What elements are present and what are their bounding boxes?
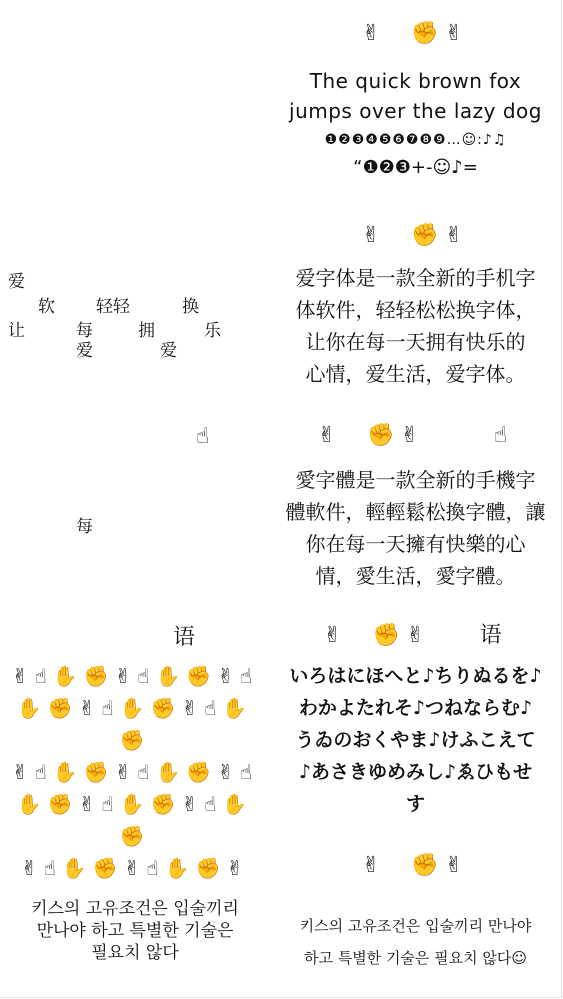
pointing-hand-icon: ☝ (493, 423, 514, 448)
sample-zht-line: 體軟件，輕輕鬆松換字體，讓 (285, 500, 546, 524)
section-traditional-left (0, 422, 270, 612)
section-title: 语 (479, 623, 508, 648)
section-japanese-left (0, 622, 270, 880)
victory-hand-icon: ✌ (323, 623, 348, 648)
section-japanese (0, 622, 561, 880)
sample-zht-line: 愛字體是一款全新的手機字 (295, 468, 536, 492)
section-simplified-right (270, 222, 561, 412)
scatter-char: 乐 (204, 321, 221, 341)
scatter-area (0, 222, 270, 412)
sample-ko-left-line: 필요치 않다 (91, 943, 179, 963)
glyph-row (270, 422, 561, 450)
victory-hand-icon: ✌ (361, 223, 387, 248)
sample-zht-line: 你在每一天擁有快樂的心 (305, 532, 526, 556)
glyph-row (270, 222, 561, 250)
section-simplified (0, 222, 561, 412)
sample-jp-line: す (405, 793, 425, 815)
glyph-row (270, 622, 561, 650)
sample-line-1: The quick brown fox (309, 69, 522, 93)
glyph-row (270, 20, 561, 48)
scatter-char: 拥 (138, 321, 155, 341)
hand-sign-row: ✌☝✋✊✌☝✋✊✌☝ (11, 664, 259, 688)
fist-victory-icon: ✊✌ (411, 223, 470, 248)
scatter-char: 轻轻 (96, 297, 130, 317)
sample-zh-line: 心情，爱生活，爱字体。 (305, 362, 526, 386)
section-english-right (270, 20, 561, 205)
section-english-left (0, 20, 270, 205)
section-traditional (0, 422, 561, 612)
section-korean (0, 852, 561, 992)
victory-hand-icon: ✌ (361, 853, 387, 878)
section-title: 语 (172, 625, 195, 650)
sample-ko-left-line: 만나야 하고 특별한 기술은 (36, 921, 234, 941)
scatter-char: 每 (76, 321, 93, 341)
hand-sign-row: ✌☝✋✊✌☝✋✊✌ (20, 856, 250, 880)
section-japanese-right (270, 622, 561, 837)
fist-victory-icon: ✊✌ (372, 623, 431, 648)
victory-hand-icon: ✌ (317, 423, 343, 448)
scatter-char: 换 (182, 297, 199, 317)
sample-line-2: jumps over the lazy dog (289, 99, 542, 123)
sample-zh-line: 爱字体是一款全新的手机字 (295, 266, 536, 290)
sample-ko-right-line: 키스의 고유조건은 입술끼리 만나야 (299, 917, 532, 935)
sample-zh-line: 体软件，轻轻松松换字体， (295, 298, 536, 322)
section-english (0, 20, 561, 205)
scatter-char: 让 (8, 321, 25, 341)
scatter-char: 每 (76, 517, 93, 537)
hand-sign-row: ✋✊✌☝✋✊✌☝✋✊ (16, 792, 254, 848)
sample-zht-line: 情，愛生活，愛字體。 (315, 564, 516, 588)
fist-victory-icon: ✊✌ (411, 853, 470, 878)
scatter-char: 软 (38, 297, 55, 317)
glyph-row (270, 852, 561, 880)
sample-ko-left-line: 키스의 고유조건은 입술끼리 (31, 899, 239, 919)
sample-zh-line: 让你在每一天拥有快乐的 (305, 330, 526, 354)
scatter-char: 爱 (8, 272, 25, 292)
sample-jp-line: うゐのおくやま♪けふこえて (295, 729, 536, 751)
section-korean-left (0, 852, 270, 992)
fist-victory-icon: ✊✌ (367, 423, 425, 448)
pointing-hand-icon: ☝ (196, 424, 210, 449)
sample-jp-line: いろはにほへと♪ちりぬるを♪ (289, 665, 542, 687)
scatter-char: 爱 (160, 341, 177, 361)
section-traditional-right (270, 422, 561, 612)
scatter-char: 爱 (76, 341, 93, 361)
fist-victory-icon: ✊✌ (411, 21, 470, 46)
hand-sign-row: ✌☝✋✊✌☝✋✊✌☝ (11, 760, 259, 784)
sample-symbols: “❶❷❸+-☺♪= (353, 157, 478, 178)
victory-hand-icon: ✌ (361, 21, 387, 46)
sample-ko-right-line: 하고 특별한 기술은 필요치 않다☺ (303, 949, 528, 967)
sample-jp-line: ♪あさきゆめみし♪ゑひもせ (298, 761, 533, 783)
sample-numbers: ❶❷❸❹❺❻❼❽❾…☺:♪♫ (324, 132, 507, 148)
hand-sign-row: ✋✊✌☝✋✊✌☝✋✊ (16, 696, 254, 752)
sample-jp-line: わかよたれそ♪つねならむ♪ (298, 697, 533, 719)
section-korean-right (270, 852, 561, 992)
